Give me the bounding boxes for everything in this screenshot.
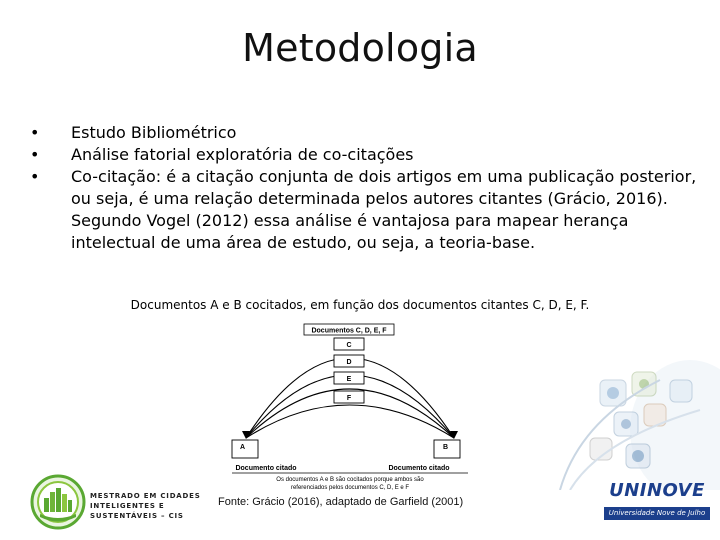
bullet-dot: • xyxy=(30,145,40,164)
program-name: MESTRADO EM CIDADES INTELIGENTES E SUSTENTÁVEIS – CIS xyxy=(90,492,201,520)
slide-title: Metodologia xyxy=(242,26,478,70)
bullet-dot: • xyxy=(30,167,40,186)
diagram-footer-line1: Os documentos A e B são cocitados porque ambos são xyxy=(276,477,424,483)
citing-box-label: D xyxy=(346,359,352,366)
figure-source: Fonte: Grácio (2016), adaptado de Garfield (2001) xyxy=(218,496,464,508)
citing-box-label: E xyxy=(346,376,352,383)
cited-doc-b-caption: Documento citado xyxy=(388,465,450,472)
bullet-text: Análise fatorial exploratória de co-citações xyxy=(71,145,414,164)
bullet-list xyxy=(30,122,700,254)
decorative-tech-icons xyxy=(540,360,720,490)
citation-arc xyxy=(246,405,454,438)
citing-box-label: C xyxy=(346,342,352,349)
cocitation-diagram xyxy=(226,322,474,492)
figure-caption: Documentos A e B cocitados, em função dos documentos citantes C, D, E, F. xyxy=(130,298,590,312)
bullet-text: Co-citação: é a citação conjunta de dois artigos em uma publicação posterior, ou seja, é uma relação determinada pelos autores citantes (Grácio, 2016). Segundo Vogel (2012) essa análise é vantajosa para mapear herança intelectual de uma área de estudo, ou seja, a teoria-base. xyxy=(71,167,697,252)
bullet-item xyxy=(30,166,700,254)
diagram-footer-line2: referenciados pelos documentos C, D, E e F xyxy=(290,485,410,491)
cited-doc-b-label: B xyxy=(443,444,449,451)
bullet-dot: • xyxy=(30,123,40,142)
citing-box-label: F xyxy=(346,395,352,402)
mci-logo-icon xyxy=(30,474,86,530)
cited-doc-a-label: A xyxy=(240,444,246,451)
uninove-logo xyxy=(598,480,716,526)
cited-doc-a-caption: Documento citado xyxy=(235,465,297,472)
bullet-item xyxy=(30,144,700,166)
bullet-item xyxy=(30,122,700,144)
institution-subtitle: Universidade Nove de Julho xyxy=(604,507,710,520)
citation-arc xyxy=(246,375,454,438)
bullet-text: Estudo Bibliométrico xyxy=(71,123,237,142)
institution-name: UNINOVE xyxy=(609,480,705,501)
citing-header-label: Documentos C, D, E, F xyxy=(311,327,387,335)
